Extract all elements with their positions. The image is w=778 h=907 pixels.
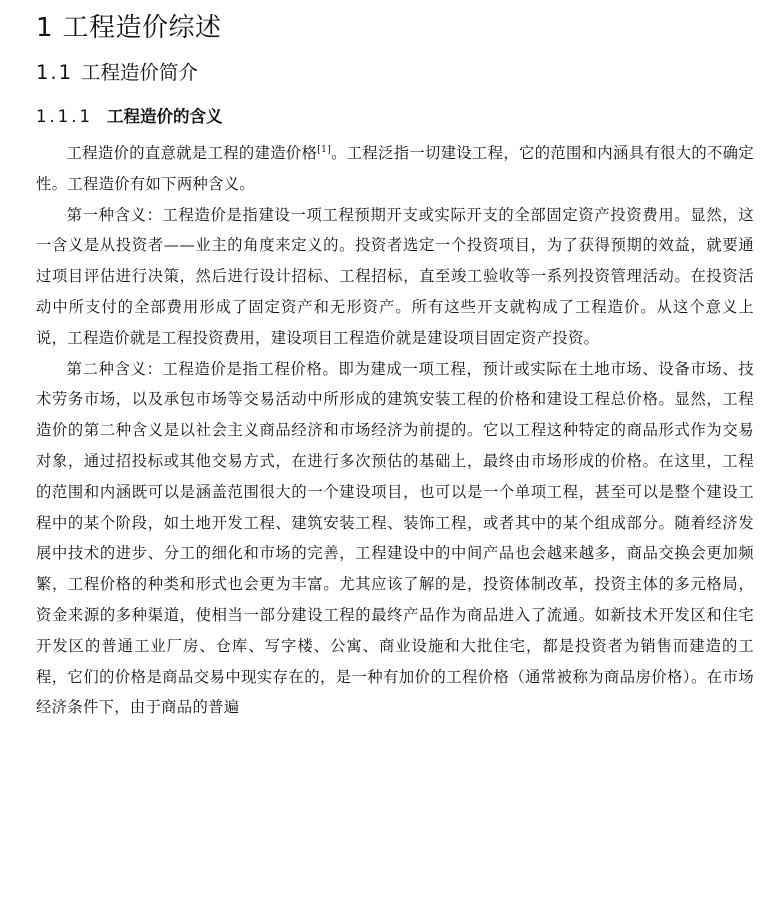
section-title: 工程造价简介: [81, 61, 199, 84]
paragraph-intro-text-after-ref: 。工程泛指一切建设工程，它的范围和内涵具有很大的不确定性。工程造价有如下两种含义。: [36, 144, 754, 193]
body-text: [36, 138, 754, 723]
paragraph-second-meaning: 第二种含义：工程造价是指工程价格。即为建成一项工程，预计或实际在土地市场、设备市场、技术劳务市场，以及承包市场等交易活动中所形成的建筑安装工程的价格和建设工程总价格。显然，工程造价的第二种含义是以社会主义商品经济和市场经济为前提的。它以工程这种特定的商品形式作为交易对象，通过招投标或其他交易方式，在进行多次预估的基础上，最终由市场形成的价格。在这里，工程的范围和内涵既可以是涵盖范围很大的一个建设项目，也可以是一个单项工程，甚至可以是整个建设工程中的某个阶段，如土地开发工程、建筑安装工程、装饰工程，或者其中的某个组成部分。随着经济发展中技术的进步、分工的细化和市场的完善，工程建设中的中间产品也会越来越多，商品交换会更加频繁，工程价格的种类和形式也会更为丰富。尤其应该了解的是，投资体制改革，投资主体的多元格局，资金来源的多种渠道，使相当一部分建设工程的最终产品作为商品进入了流通。如新技术开发区和住宅开发区的普通工业厂房、仓库、写字楼、公寓、商业设施和大批住宅，都是投资者为销售而建造的工程，它们的价格是商品交易中现实存在的，是一种有加价的工程价格（通常被称为商品房价格）。在市场经济条件下，由于商品的普遍: [36, 359, 754, 717]
chapter-title: 工程造价综述: [62, 13, 222, 43]
section-number: 1.1: [36, 61, 74, 84]
subsection-heading: [36, 104, 754, 130]
subsection-title: 工程造价的含义: [106, 107, 223, 126]
citation-reference: [1]: [317, 144, 332, 155]
paragraph-intro: [36, 138, 754, 200]
paragraph-intro-text-before-ref: 工程造价的直意就是工程的建造价格: [66, 144, 318, 162]
section-heading: [36, 58, 754, 88]
paragraph-first-meaning: 第一种含义：工程造价是指建设一项工程预期开支或实际开支的全部固定资产投资费用。显然，这一含义是从投资者——业主的角度来定义的。投资者选定一个投资项目，为了获得预期的效益，就要通过项目评估进行决策，然后进行设计招标、工程招标，直至竣工验收等一系列投资管理活动。在投资活动中所支付的全部费用形成了固定资产和无形资产。所有这些开支就构成了工程造价。从这个意义上说，工程造价就是工程投资费用，建设项目工程造价就是建设项目固定资产投资。: [36, 205, 754, 347]
subsection-number: 1.1.1: [36, 107, 93, 126]
chapter-heading: [36, 8, 754, 48]
document-page: [36, 8, 754, 723]
chapter-number: 1: [36, 13, 55, 43]
